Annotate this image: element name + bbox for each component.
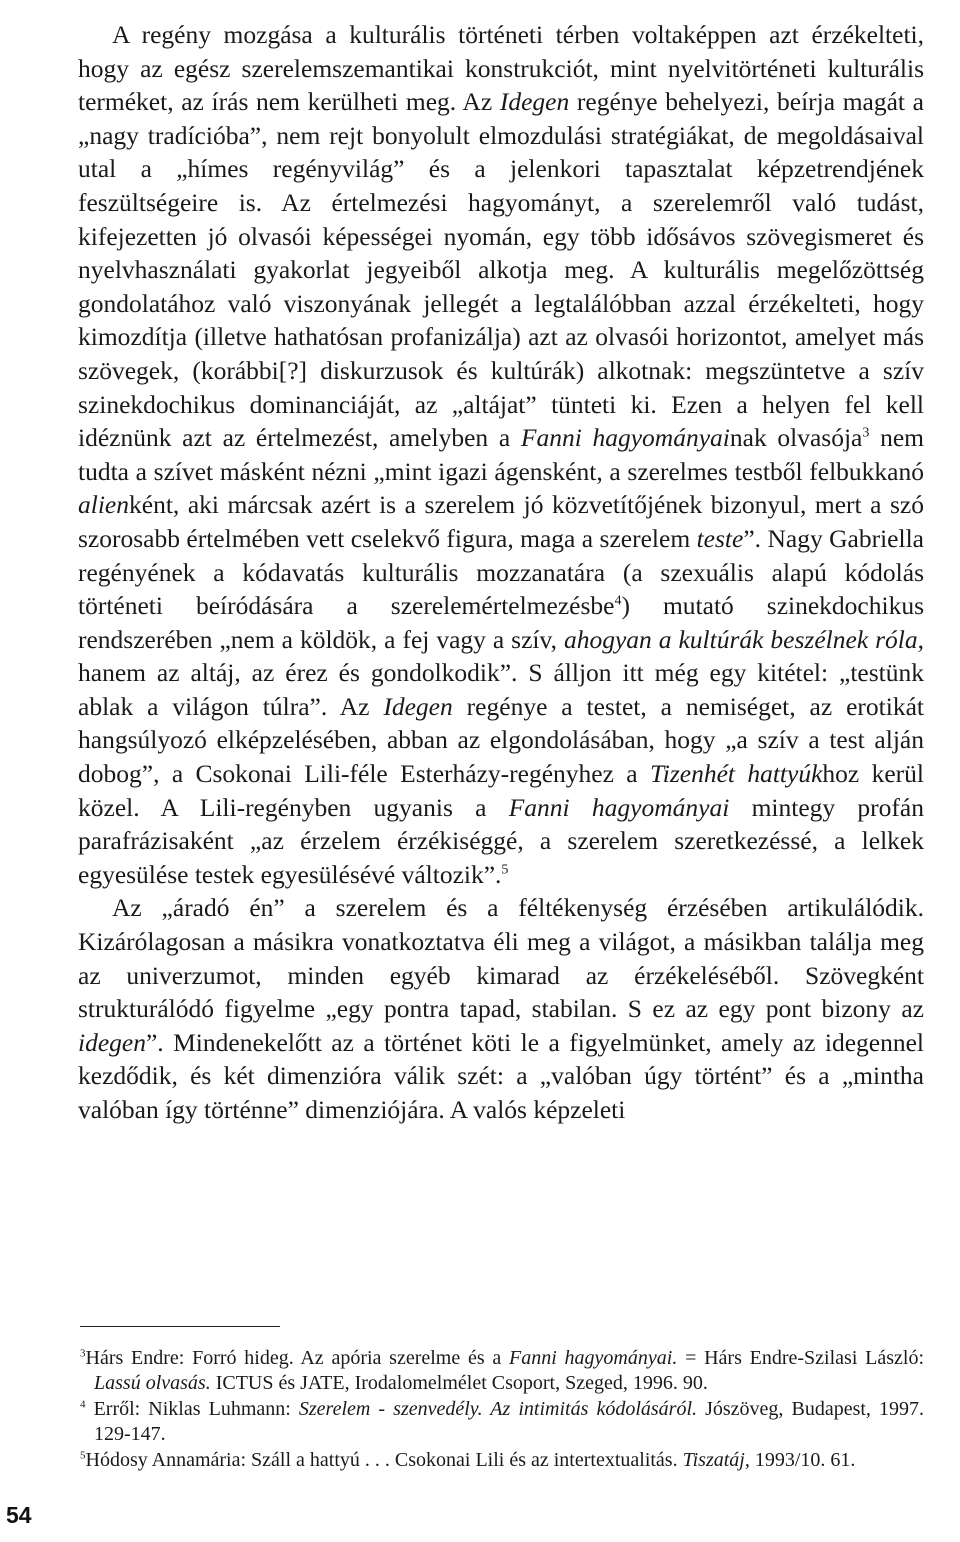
text-run: nak olvasója: [729, 423, 863, 453]
text-run: regénye a testet, a nemiséget, az erotikát hangsúlyozó elképzelésében, abban az elgondolásában, hogy „a szív a test alján dobog”, a Csokonai Lili-féle Esterházy-regényhez a: [78, 691, 924, 789]
text-run: regénye behelyezi, beírja magát a „nagy tradícióba”, nem rejt bonyolult elmozdulási stratégiákat, de megoldásaival utal a „hímes regényvilág” és a jelenkori tapasztalat képzetrendjének feszültségeire is. Az értelmezési hagyományt, a szerelemről való tudást, kifejezetten jó olvasói képességei nyomán, egy több idősávos szövegismeret és nyelvhasználati gyakorlat jegyeiből alkotja meg. A kulturális megelőzöttség gondolatához való viszonyának jellegét a legtalálóbban azzal érzékelteti, hogy kimozdítja (illetve hathatósan profanizálja) azt az olvasói horizontot, amelyet más szövegek, (korábbi[?] diskurzusok és kultúrák) alkotnak: megszüntetve a szív szinekdochikus dominanciáját, az „altájat” tünteti ki. Ezen a helyen fel kell idéznünk azt az értelmezést, amelyben a: [78, 87, 925, 453]
italic-text: Fanni hagyományai.: [509, 1347, 678, 1369]
footnote-ref: 3: [862, 425, 870, 441]
footnote-ref: 5: [501, 862, 509, 878]
italic-text: teste: [696, 523, 744, 553]
text-run: Hárs Endre: Forró hideg. Az apória szerelme és a: [85, 1347, 510, 1369]
text-run: Hódosy Annamária: Száll a hattyú . . . Csokonai Lili és az intertextualitás.: [85, 1449, 683, 1471]
italic-text: Tiszatáj,: [682, 1449, 750, 1471]
text-run: Jószöveg, Budapest, 1997. 129-147.: [94, 1398, 924, 1445]
italic-text: Idegen: [383, 691, 453, 721]
footnote-ref: 4: [80, 1398, 86, 1411]
footnote-ref: 4: [614, 593, 622, 609]
text-run: 1993/10. 61.: [749, 1449, 856, 1471]
italic-text: Fanni hagyományai: [520, 423, 730, 453]
italic-text: Lassú olvasás.: [94, 1371, 211, 1394]
footnote-ref: 3: [80, 1347, 86, 1360]
text-run: ként, aki márcsak azért is a szerelem jó közvetítőjének bizonyul, mert a szó szorosabb értelmében vett cselekvő figura, maga a szerelem: [78, 490, 924, 553]
text-run: ”. Nagy Gabriella regényének a kódavatás kulturális mozzanatára (a szexuális alapú kódolás történeti beíródására a szerelemértelmezésbe: [78, 523, 924, 621]
footnote-divider: [80, 1326, 280, 1327]
text-run: mintegy profán parafrázisaként „az érzelem érzékiséggé, a szerelem szeretkezéssé, a lelkek egyesülése testek egyesülésévé változik”.: [78, 792, 924, 889]
text-run: Az „áradó én” a szerelem és a féltékenység érzésében artikulálódik. Kizárólagosan a másikra vonatkoztatva éli meg a világot, a másikban találja meg az univerzumot, minden egyéb kimarad az érzékeléséből. Szövegként strukturálódó figyelme „egy pontra tapad, stabilan. S ez az egy pont bizony az: [78, 893, 924, 1024]
text-run: Erről: Niklas Luhmann:: [85, 1398, 299, 1420]
text-run: ”. Mindenekelőtt az a történet köti le a figyelmünket, amely az idegennel kezdődik, és két dimenzióra válik szét: a „valóban úgy történt” és a „mintha valóban így történne” dimenziójára. A valós képzeleti: [78, 1027, 924, 1124]
body-paragraph-2: [78, 891, 924, 1126]
text-run: , hanem az altáj, az érez és gondolkodik”. S álljon itt még egy kitétel: „testünk ablak a világon túlra”. Az: [78, 624, 925, 721]
text-run: = Hárs Endre-Szilasi László:: [677, 1347, 925, 1369]
footnote-3: [80, 1346, 924, 1395]
footnote-ref: 5: [80, 1449, 86, 1462]
italic-text: Idegen: [499, 87, 570, 117]
italic-text: ahogyan a kultúrák beszélnek róla: [563, 624, 918, 654]
text-run: nem tudta a szívet másként nézni „mint igazi ágensként, a szerelmes testből felbukkanó: [78, 423, 924, 486]
italic-text: alien: [78, 490, 129, 520]
text-run: hoz kerül közel. A Lili-regényben ugyanis a: [78, 759, 924, 822]
italic-text: Szerelem - szenvedély. Az intimitás kódolásáról.: [298, 1398, 697, 1420]
italic-text: Fanni hagyományai: [508, 792, 730, 822]
footnotes: [80, 1346, 924, 1475]
italic-text: Tizenhét hattyúk: [649, 759, 823, 789]
footnote-5: [80, 1448, 924, 1473]
page-number: 54: [6, 1502, 32, 1528]
footnote-4: [80, 1397, 924, 1446]
page-body: [78, 18, 924, 1127]
text-run: A regény mozgása a kulturális történeti térben voltaképpen azt érzékelteti, hogy az egész szerelemszemantikai konstrukciót, mint nyelvitörténeti kulturális terméket, az írás nem kerülheti meg. Az: [78, 20, 924, 117]
text-run: ) mutató szinekdochikus rendszerében „nem a köldök, a fej vagy a szív,: [78, 591, 925, 654]
body-paragraph-1: [78, 18, 924, 891]
text-run: ICTUS és JATE, Irodalomelmélet Csoport, Szeged, 1996. 90.: [210, 1371, 708, 1394]
italic-text: idegen: [78, 1027, 146, 1057]
